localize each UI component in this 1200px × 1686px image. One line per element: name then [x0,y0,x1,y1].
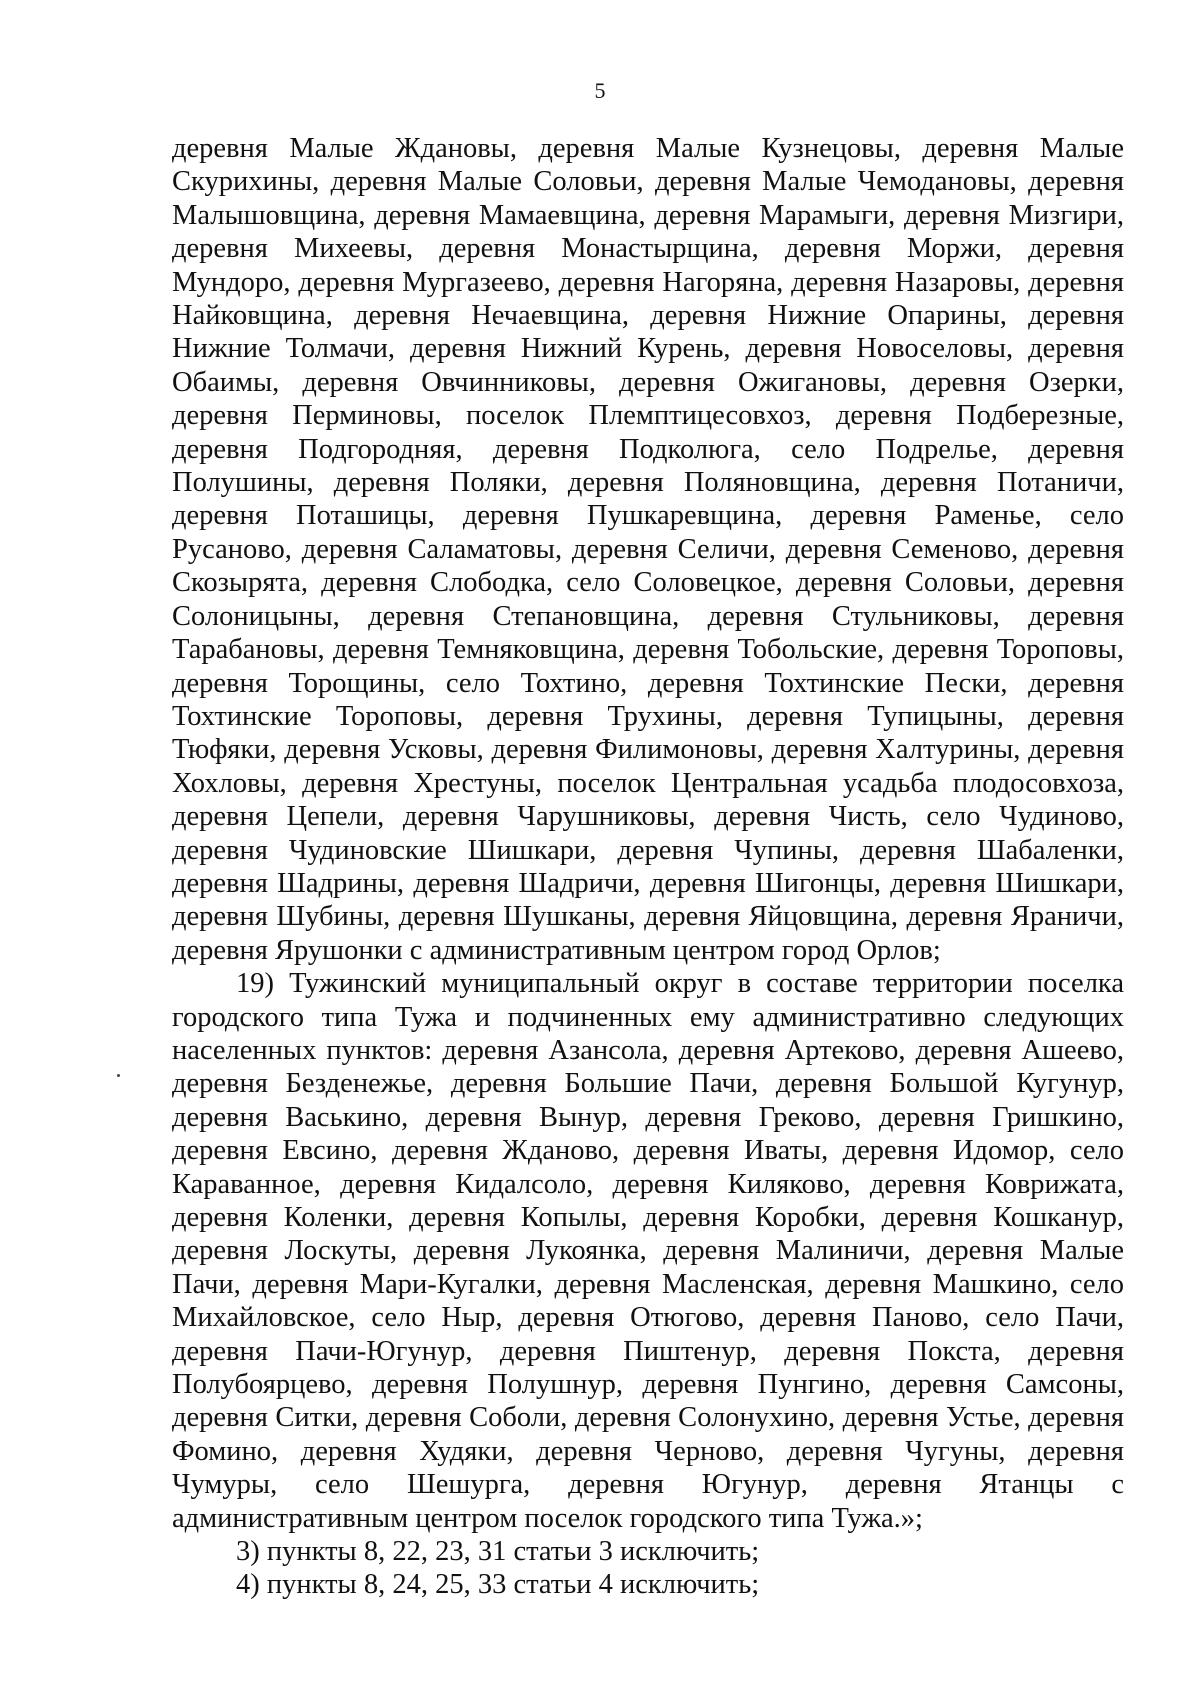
page-number: 5 [594,78,606,103]
paragraph-item-4: 4) пункты 8, 24, 25, 33 статьи 4 исключить; [236,1569,760,1601]
paragraph-settlements-orlov: деревня Малые Ждановы, деревня Малые Кузнецовы, деревня Малые Скурихины, деревня Малые Соловьи, деревня Малые Чемодановы, деревня Малышовщина, деревня Мамаевщина, деревня Марамыги, деревня Мизгири, деревня Михеевы, деревня Монастырщина, деревня Моржи, деревня Мундоро, деревня Мургазеево, деревня Нагоряна, деревня Назаровы, деревня Найковщина, деревня Нечаевщина, деревня Нижние Опарины, деревня Нижние Толмачи, деревня Нижний Курень, деревня Новоселовы, деревня Обаимы, деревня Овчинниковы, деревня Ожигановы, деревня Озерки, деревня Перминовы, поселок Племптицесовхоз, деревня Подберезные, деревня Подгородняя, деревня Подколюга, село Подрелье, деревня Полушины, деревня Поляки, деревня Поляновщина, деревня Потаничи, деревня Поташицы, деревня Пушкаревщина, деревня Раменье, село Русаново, деревня Саламатовы, деревня Селичи, деревня Семеново, деревня Скозырята, деревня Слободка, село Соловецкое, деревня Соловьи, деревня Солоницыны, деревня Степановщина, деревня Стульниковы, деревня Тарабановы, деревня Темняковщина, деревня Тобольские, деревня Тороповы, деревня Торощины, село Тохтино, деревня Тохтинские Пески, деревня Тохтинские Тороповы, деревня Трухины, деревня Тупицыны, деревня Тюфяки, деревня Усковы, деревня Филимоновы, деревня Халтурины, деревня Хохловы, деревня Хрестуны, поселок Центральная усадьба плодосовхоза, деревня Цепели, деревня Чарушниковы, деревня Чисть, село Чудиново, деревня Чудиновские Шишкари, деревня Чупины, деревня Шабаленки, деревня Шадрины, деревня Шадричи, деревня Шигонцы, деревня Шишкари, деревня Шубины, деревня Шушканы, деревня Яйцовщина, деревня Яраничи, деревня Ярушонки с административным центром город Орлов; [172,133,1124,966]
scan-speck [117,1074,120,1077]
document-body [172,132,1124,1602]
paragraph-item-3: 3) пункты 8, 22, 23, 31 статьи 3 исключить; [236,1536,760,1568]
paragraph-item-19-tuzha: 19) Тужинский муниципальный округ в составе территории поселка городского типа Тужа и подчиненных ему административно следующих населенных пунктов: деревня Азансола, деревня Артеково, деревня Ашеево, деревня Безденежье, деревня Большие Пачи, деревня Большой Кугунур, деревня Васькино, деревня Вынур, деревня Греково, деревня Гришкино, деревня Евсино, деревня Жданово, деревня Иваты, деревня Идомор, село Караванное, деревня Кидалсоло, деревня Киляково, деревня Коврижата, деревня Коленки, деревня Копылы, деревня Коробки, деревня Кошканур, деревня Лоскуты, деревня Лукоянка, деревня Малиничи, деревня Малые Пачи, деревня Мари-Кугалки, деревня Масленская, деревня Машкино, село Михайловское, село Ныр, деревня Отюгово, деревня Паново, село Пачи, деревня Пачи-Югунур, деревня Пиштенур, деревня Покста, деревня Полубоярцево, деревня Полушнур, деревня Пунгино, деревня Самсоны, деревня Ситки, деревня Соболи, деревня Солонухино, деревня Устье, деревня Фомино, деревня Худяки, деревня Черново, деревня Чугуны, деревня Чумуры, село Шешурга, деревня Югунур, деревня Ятанцы с административным центром поселок городского типа Тужа.»; [172,968,1124,1534]
